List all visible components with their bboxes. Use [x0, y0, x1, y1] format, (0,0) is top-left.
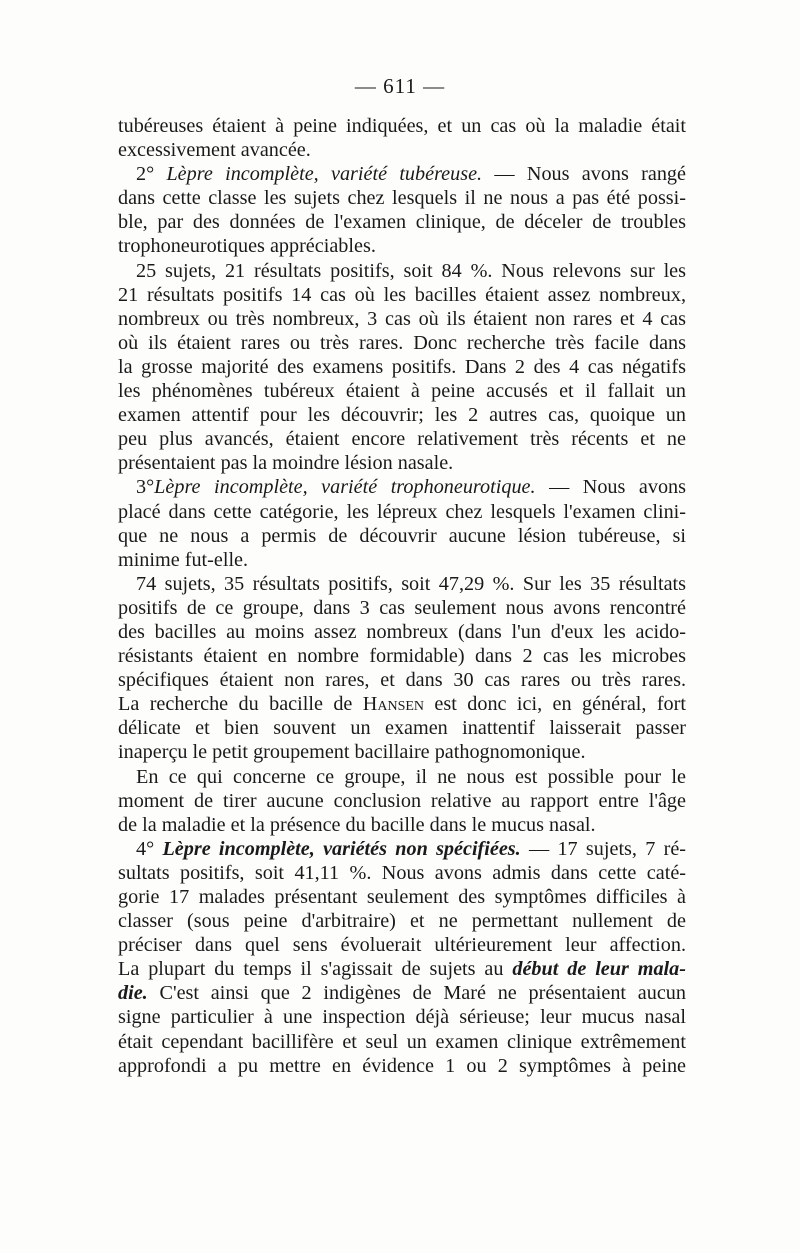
text-line — [118, 186, 686, 210]
text-span: minime fut-elle. — [118, 548, 249, 571]
text-line — [118, 524, 686, 548]
text-line — [118, 234, 686, 258]
text-span: peu plus avancés, étaient encore relativement très récents et ne — [118, 428, 686, 451]
text-span: signe particulier à une inspection déjà sérieuse; leur mucus nasal — [118, 1006, 686, 1029]
text-span: examen attentif pour les découvrir; les 2 autres cas, quoique un — [118, 404, 686, 427]
text-span: présentaient pas la moindre lésion nasale. — [118, 452, 454, 475]
text-span: ble, par des données de l'examen clinique, de déceler de troubles — [118, 211, 686, 234]
text-span: 4° — [136, 837, 163, 860]
text-line — [118, 210, 686, 234]
emphasis-span: Lèpre incomplète, variété trophoneurotique. — [154, 476, 536, 499]
text-span: trophoneurotiques appréciables. — [118, 235, 376, 258]
text-line — [118, 668, 686, 692]
text-span: les phénomènes tubéreux étaient à peine accusés et il fallait un — [118, 380, 686, 403]
text-span: excessivement avancée. — [118, 139, 311, 162]
text-span: gorie 17 malades présentant seulement des symptômes difficiles à — [118, 886, 686, 908]
text-span: moment de tirer aucune conclusion relative au rapport entre l'âge — [118, 789, 686, 812]
emphasis-span: die. — [118, 982, 148, 1005]
text-line — [118, 620, 686, 644]
text-line — [118, 716, 686, 740]
body-text — [118, 114, 686, 1078]
text-line — [118, 162, 686, 186]
text-line — [118, 789, 686, 813]
text-line — [118, 500, 686, 524]
text-span: où ils étaient rares ou très rares. Donc recherche très facile dans — [118, 331, 686, 354]
text-span: La recherche du bacille de — [118, 693, 363, 716]
text-line — [118, 933, 686, 957]
text-line — [118, 692, 686, 716]
text-line — [118, 307, 686, 331]
text-span: — 17 sujets, 7 ré- — [520, 837, 686, 860]
text-line — [118, 331, 686, 355]
text-span: 2° — [136, 163, 167, 186]
text-span: des bacilles au moins assez nombreux (dans l'un d'eux les acido- — [118, 620, 686, 643]
text-span: la grosse majorité des examens positifs. Dans 2 des 4 cas négatifs — [118, 355, 686, 378]
text-line — [118, 885, 686, 909]
text-line — [118, 596, 686, 620]
text-span: délicate et bien souvent un examen inattentif laisserait passer — [118, 717, 686, 740]
text-span: — Nous avons rangé — [482, 163, 686, 186]
text-span: résistants étaient en nombre formidable) dans 2 cas les microbes — [118, 645, 686, 668]
text-line — [118, 957, 686, 981]
text-span: était cependant bacillifère et seul un examen clinique extrêmement — [118, 1030, 686, 1053]
text-line — [118, 861, 686, 885]
page-number: — 611 — — [354, 74, 446, 98]
text-span: C'est ainsi que 2 indigènes de Maré ne présentaient aucun — [147, 982, 686, 1005]
text-span: placé dans cette catégorie, les lépreux chez lesquels l'examen clini- — [118, 500, 686, 523]
text-span: nombreux ou très nombreux, 3 cas où ils étaient non rares et 4 cas — [118, 307, 686, 330]
text-line — [118, 451, 686, 475]
text-line — [118, 379, 686, 403]
text-span: En ce qui concerne ce groupe, il ne nous est possible pour le — [136, 765, 686, 788]
text-line — [118, 138, 686, 162]
text-span: spécifiques étaient non rares, et dans 30 cas rares ou très rares. — [118, 669, 686, 692]
text-span: préciser dans quel sens évoluerait ultérieurement leur affection. — [118, 934, 686, 957]
text-line — [118, 909, 686, 933]
text-span: dans cette classe les sujets chez lesquels il ne nous a pas été possi- — [118, 187, 686, 210]
text-span: La plupart du temps il s'agissait de sujets au — [118, 958, 513, 981]
text-line — [118, 1030, 686, 1054]
emphasis-span: Lèpre incomplète, variétés non spécifiées. — [162, 837, 521, 860]
text-line — [118, 644, 686, 668]
text-line — [118, 572, 686, 596]
text-span: tubéreuses étaient à peine indiquées, et un cas où la maladie était — [118, 115, 686, 137]
text-line — [118, 837, 686, 861]
text-line — [118, 355, 686, 379]
text-line — [118, 981, 686, 1005]
text-span: 21 résultats positifs 14 cas où les bacilles étaient assez nombreux, — [118, 283, 686, 306]
text-span: est donc ici, en général, fort — [424, 693, 686, 716]
text-line — [118, 259, 686, 283]
text-line — [118, 740, 686, 764]
text-span: — Nous avons — [535, 476, 686, 499]
text-span: sultats positifs, soit 41,11 %. Nous avons admis dans cette caté- — [118, 861, 686, 884]
text-span: approfondi a pu mettre en évidence 1 ou 2 symptômes à peine — [118, 1054, 686, 1077]
text-line — [118, 427, 686, 451]
text-span: inaperçu le petit groupement bacillaire pathognomonique. — [118, 741, 586, 764]
emphasis-span: début de leur mala- — [512, 958, 686, 981]
text-line — [118, 765, 686, 789]
text-line — [118, 548, 686, 572]
text-span: 74 sujets, 35 résultats positifs, soit 47,29 %. Sur les 35 résultats — [136, 572, 686, 595]
text-span: classer (sous peine d'arbitraire) et ne permettant nullement de — [118, 910, 686, 933]
text-line — [118, 1005, 686, 1029]
emphasis-span: Lèpre incomplète, variété tubéreuse. — [166, 163, 483, 186]
text-line — [118, 813, 686, 837]
text-span: 3° — [136, 476, 155, 499]
text-span: de la maladie et la présence du bacille dans le mucus nasal. — [118, 813, 596, 836]
text-span: que ne nous a permis de découvrir aucune lésion tubéreuse, si — [118, 524, 686, 547]
text-span: 25 sujets, 21 résultats positifs, soit 84 %. Nous relevons sur les — [136, 259, 686, 282]
text-line — [118, 114, 686, 138]
text-line — [118, 283, 686, 307]
text-line — [118, 1054, 686, 1078]
text-span: positifs de ce groupe, dans 3 cas seulement nous avons rencontré — [118, 596, 686, 619]
text-line — [118, 403, 686, 427]
text-line — [118, 475, 686, 499]
emphasis-span: Hansen — [362, 693, 425, 716]
